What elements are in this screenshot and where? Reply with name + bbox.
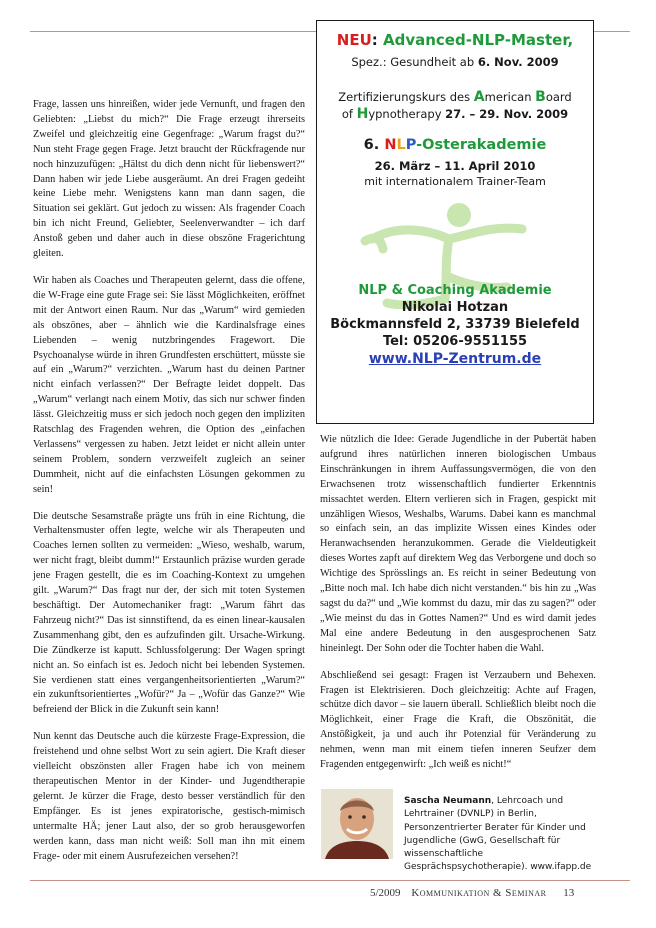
paragraph: Frage, lassen uns hinreißen, wider jede Vernunft, und fragen den Geliebten: „Liebst du mich?“ Die Frage erzeugt ihrerseits Zweifel und gleichzeitig eine Gegenfrage: „Warum fragst du?“ Nun steht Frage gegen Frage. Jetzt braucht der Rückfragende nur noch hinzuzufügen: „Hältst du dich denn nicht für liebenswert?“ Dann haben wir jede Liebe ausgeräumt. An drei Fragen gedeiht keine Liebe mehr. Wenigstens kann man dann sagen, die Situation sei geklärt. Gut jedoch zu wissen: Als fragender Coach bin ich nicht Freund, Geliebter, Seelenverwandter – ich darf Anstoß geben und daher auch in diese obszöne Fragerichtung gleiten. [33, 99, 305, 260]
magazine-name: Kommunikation & Seminar [411, 887, 547, 899]
paragraph: Wie nützlich die Idee: Gerade Jugendliche in der Pubertät haben aufgrund ihres natürlichen inneren biologischen Umbaus Einschränkungen in ihrem Auffassungsvermögen, die von den Erwachsenen trotz wissenschaftlich fundierter Erkenntnis missachtet werden. Eltern verlieren sich in Fragen, gespickt mit unzähligen Wiesos, Weshalbs, Warums. Dabei kann es manchmal so einfach sein, an das implizite Wissen eines Kindes oder Heranwachsenden heranzukommen. Gerade die Vieldeutigkeit dieses Wortes zapft auf direktem Weg das Verborgene und doch so Wichtige des Sprösslings an. Es reicht in seiner Bedeutung von „Bitte noch mal. Ich habe dich nicht verstanden.“ bis hin zu „Was sagst du da?“ und „Wie kommst du dazu, mir das zu sagen?“ oder „Wie meinst du das in Gottes Namen?“ Und es wird damit jedes Mal eine andere Bedeutung in den ausgesprochenen Satz hineinlegt. Der Sohn oder die Tochter haben die Wahl. [320, 434, 596, 654]
author-photo [321, 789, 393, 859]
ad-website-link[interactable]: www.NLP-Zentrum.de [368, 351, 542, 367]
right-text-column [320, 433, 596, 785]
ad-osterakademie-date: 26. März – 11. April 2010 [374, 159, 536, 173]
ad-osterakademie-title: 6. NLP-Osterakademie [363, 137, 547, 153]
ad-address: Böckmannsfeld 2, 33739 Bielefeld [330, 317, 580, 332]
page-number: 13 [563, 887, 575, 899]
page-footer [370, 887, 600, 899]
ad-contact-person: Nikolai Hotzan [401, 300, 509, 315]
advertisement-box [316, 20, 594, 424]
left-text-column [33, 98, 305, 876]
ad-headline: NEU: Advanced-NLP-Master, [336, 31, 574, 49]
ad-specialization: Spez.: Gesundheit ab 6. Nov. 2009 [351, 55, 559, 69]
author-name: Sascha Neumann [404, 796, 492, 806]
ad-telephone: Tel: 05206-9551155 [382, 334, 528, 349]
paragraph: Abschließend sei gesagt: Fragen ist Verzaubern und Behexen. Fragen ist Elektrisieren. Doch gleichzeitig: Achte auf Fragen, schütze dich davor – sie lauern überall. Schließlich bleibt noch die Möglichkeit, einer Frage die Kraft, die Obszönität, die Anstößigkeit, ja und auch ihr Potenzial für Veränderung zu nehmen, wenn man mit einem tiefen inneren Seufzer dem Fragenden entgegenwirft: „Ich weiß es nicht!“ [320, 669, 596, 771]
ad-organization: NLP & Coaching Akademie [358, 283, 552, 298]
ad-neu-label: NEU [336, 31, 372, 49]
bottom-rule [30, 880, 630, 881]
paragraph: Wir haben als Coaches und Therapeuten gelernt, dass die offene, die W-Frage eine gute Frage sei: Sie lässt Möglichkeiten, eröffnet mit der Antwort einen Raum. Nur das „Warum“ wird gemieden als obszönes, aber – ähnlich wie die Kardinalsfrage eines Liebenden – wenig nutzbringendes Fragewort. Die Psychoanalyse würde in ihren Grundfesten erschüttert, müsste sie auf ein „Warum?“ verzichten. „Warum hast du deinen Partner nicht einfach verlassen?“ Der Befragte leidet doppelt. Das „Warum“ verlangt nach einem Motiv, das sich nur schwer finden lässt. Gleichzeitig muss er sich jedoch noch gegen den impliziten Ratschlag des Fragenden wehren, die Option des „einfachen Verlassens“ vergessen zu haben. Jetzt leidet er nicht allein unter seinem Problem, sondern verzweifelt zugleich an seiner Dummheit, nicht auf die einfachsten Lösungen gekommen zu sein! [33, 274, 305, 495]
author-bio: Sascha Neumann, Lehrcoach und Lehrtrainer (DVNLP) in Berlin, Personzentrierter Berater für Kinder und Jugendliche (GwG, Gesellschaft für wissenschaftliche Gesprächspsychotherapie). www.ifapp.de [404, 796, 592, 873]
ad-certification-date: of Hypnotherapy 27. – 29. Nov. 2009 [341, 106, 569, 122]
ad-certification: Zertifizierungskurs des American Board [338, 89, 572, 105]
ad-osterakademie-sub: mit internationalem Trainer-Team [364, 175, 546, 188]
issue-number: 5/2009 [370, 887, 401, 899]
paragraph: Die deutsche Sesamstraße prägte uns früh in eine Richtung, die Verhaltensmuster offen legte, welche wir als Therapeuten und Coaches lernen sollten zu vermeiden: „Wieso, weshalb, warum, wer nicht fragt, bleibt dumm!“ Erstaunlich präzise wurden gerade jene Fragen gestellt, die es im Coaching-Kontext zu umgehen gilt. „Warum?“ Das fragt nur der, der sich mit toten Systemen beschäftigt. Der Automechaniker fragt: „Warum fährt das Fahrzeug nicht?“ Das ist sinnstiftend, da es einen linear-kausalen Zusammenhang gibt, den es aufzufinden gilt. Ursache-Wirkung. Die Zündkerze ist kaputt. Schlussfolgerung: Der Wagen springt nicht an. So einfach ist es. Jedoch nicht bei lebenden Systemen. Sie verdienen statt eines vergangenheitsorientierten „Warum?“ ein zukunftsorientiertes „Wofür?“ Ja – „Wofür das Ganze?“ Wie befreiend der Blick in die Zukunft sein kann! [33, 510, 305, 716]
paragraph: Nun kennt das Deutsche auch die kürzeste Frage-Expression, die freistehend und ohne selbst Wort zu sein agiert. Die Kraft dieser vielleicht obszönsten aller Fragen habe ich von meinem therapeutischen Mentor in der Kinder- und Jugendtherapie gelernt. Je kürzer die Frage, desto besser verständlich für den Empfänger. Es ist jenes expiratorische, gestisch-mimisch untermalte HÄ; jener Laut also, der so grob herausgeworfen werden kann, dass man nicht weiß: Soll man ihn mit einem Frage- oder mit einem Ausrufezeichen versehen?! [33, 731, 305, 862]
